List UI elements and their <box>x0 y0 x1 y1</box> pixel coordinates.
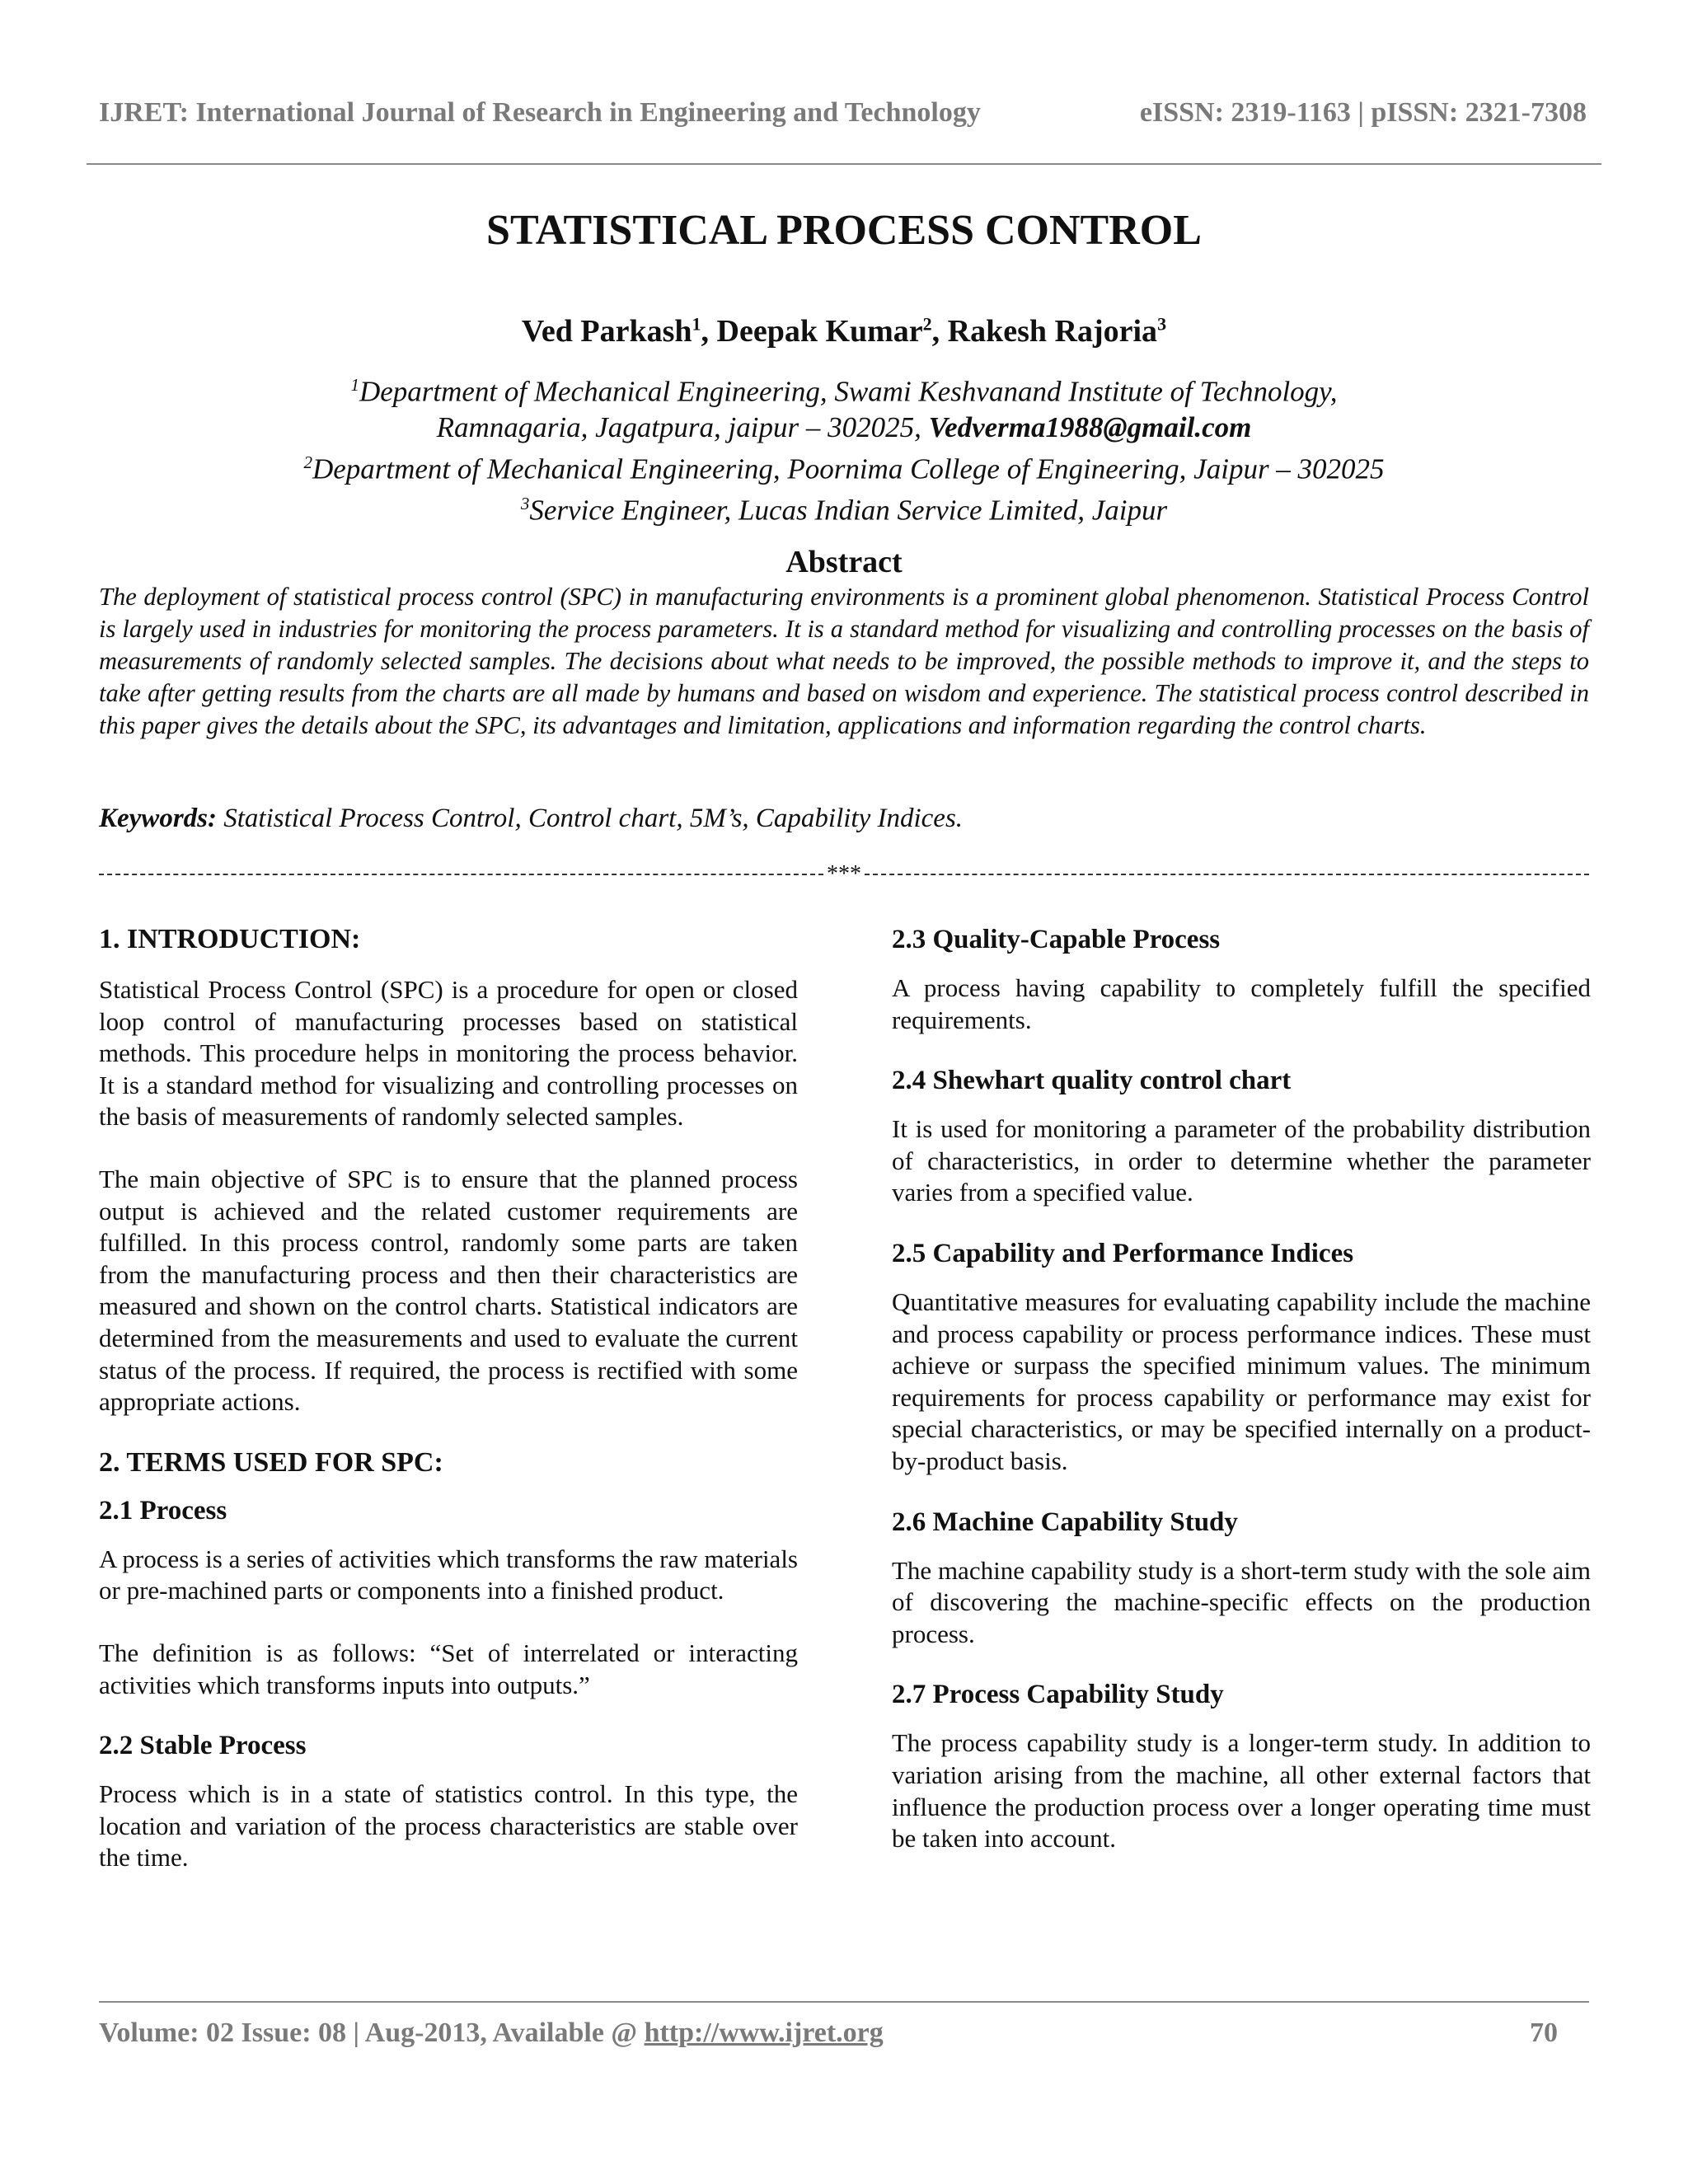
subsection-heading: 2.5 Capability and Performance Indices <box>892 1238 1354 1268</box>
paragraph: Statistical Process Control (SPC) is a procedure for open or closed loop control of manufacturing processes based on statistical methods. This procedure helps in monitoring the process behavior. It is a standard method for visualizing and controlling processes on the basis of measurements of randomly selected samples. <box>99 975 798 1132</box>
left-column <box>99 923 798 1874</box>
affiliation-sup: 3 <box>520 494 530 514</box>
section-separator <box>99 861 1589 888</box>
dash-line-right <box>865 874 1589 875</box>
keywords-list: Statistical Process Control, Control chart, 5M’s, Capability Indices. <box>217 804 964 833</box>
abstract-heading: Abstract <box>785 545 903 579</box>
keywords-label: Keywords: <box>99 804 217 833</box>
affiliation-text: Ramnagaria, Jagatpura, jaipur – 302025, <box>436 410 929 443</box>
right-column <box>892 923 1591 1855</box>
affiliations <box>0 368 1688 528</box>
journal-name: IJRET: International Journal of Research in Engineering and Technology <box>99 97 981 128</box>
section-heading: 1. INTRODUCTION: <box>99 924 361 954</box>
journal-link[interactable]: http://www.ijret.org <box>644 2018 884 2048</box>
affiliation-text: Department of Mechanical Engineering, Poornima College of Engineering, Jaipur – 302025 <box>312 452 1385 485</box>
affiliation-text: Service Engineer, Lucas Indian Service Limited, Jaipur <box>529 494 1168 527</box>
paragraph: Process which is in a state of statistics control. In this type, the location and variation of the process characteristics are stable over the time. <box>99 1779 798 1872</box>
paragraph: A process is a series of activities which transforms the raw materials or pre-machined parts or components into a finished product. <box>99 1544 798 1605</box>
author-name: Ved Parkash <box>521 314 692 349</box>
author-name: Rakesh Rajoria <box>947 314 1158 349</box>
paragraph: The process capability study is a longer-term study. In addition to variation arising from the machine, all other external factors that influence the production process over a longer operating time must be taken into account. <box>892 1728 1591 1854</box>
affiliation-text: Department of Mechanical Engineering, Swami Keshvanand Institute of Technology, <box>359 375 1338 408</box>
subsection-heading: 2.6 Machine Capability Study <box>892 1507 1238 1537</box>
affiliation-sup: 2 <box>303 452 312 472</box>
abstract-body: The deployment of statistical process control (SPC) in manufacturing environments is a prominent global phenomenon. Statistical Process Control is largely used in industries for monitoring the process parameters. It is a standard method for visualizing and controlling processes on the basis of measurements of randomly selected samples. The decisions about what needs to be improved, the possible methods to improve it, and the steps to take after getting results from the charts are all made by humans and based on wisdom and experience. The statistical process control described in this paper gives the details about the SPC, its advantages and limitation, applications and information regarding the control charts. <box>99 583 1589 739</box>
affiliation-sup: 1 <box>350 375 359 395</box>
author-sup: 2 <box>922 313 932 335</box>
paragraph: The definition is as follows: “Set of interrelated or interacting activities which transforms inputs into outputs.” <box>99 1638 798 1699</box>
paragraph: Quantitative measures for evaluating capability include the machine and process capability or process performance indices. These must achieve or surpass the specified minimum values. The minimum requirements for process capability or performance may exist for special characteristics, or may be specified internally on a product-by-product basis. <box>892 1286 1591 1475</box>
affiliation-2 <box>0 445 1688 487</box>
paragraph: It is used for monitoring a parameter of the probability distribution of characteristics, in order to determine whether the parameter varies from a specified value. <box>892 1114 1591 1207</box>
affiliation-3 <box>0 486 1688 528</box>
keywords <box>99 804 1589 834</box>
author-name: Deepak Kumar <box>716 314 923 349</box>
running-header <box>99 97 1587 129</box>
header-rule <box>87 163 1601 165</box>
paragraph: The main objective of SPC is to ensure that the planned process output is achieved and the related customer requirements are fulfilled. In this process control, randomly some parts are taken from the manufacturing process and then their characteristics are measured and shown on the control charts. Statistical indicators are determined from the measurements and used to evaluate the current status of the process. If required, the process is rectified with some appropriate actions. <box>99 1164 798 1417</box>
author-list: Ved Parkash$^1$, Deepak Kumar$^2$, Rakesh Rajoria$^3$ <box>521 313 1167 349</box>
section-heading: 2. TERMS USED FOR SPC: <box>99 1446 443 1478</box>
paragraph: The machine capability study is a short-term study with the sole aim of discovering the machine-specific effects on the production process. <box>892 1555 1592 1648</box>
volume-text: Volume: 02 Issue: 08 | Aug-2013, Available @ <box>99 2018 645 2048</box>
subsection-heading: 2.7 Process Capability Study <box>892 1680 1224 1710</box>
author-sup: 3 <box>1157 313 1167 335</box>
footer-rule <box>99 2001 1589 2003</box>
subsection-heading: 2.4 Shewhart quality control chart <box>892 1066 1292 1096</box>
separator-stars: *** <box>827 861 861 887</box>
subsection-heading: 2.1 Process <box>99 1495 227 1526</box>
volume-info <box>99 2018 884 2049</box>
subsection-heading: 2.2 Stable Process <box>99 1731 307 1761</box>
subsection-heading: 2.3 Quality-Capable Process <box>892 925 1221 954</box>
affiliation-1-address <box>0 410 1688 445</box>
paper-title: STATISTICAL PROCESS CONTROL <box>486 207 1202 254</box>
dash-line-left <box>99 874 823 875</box>
affiliation-1 <box>0 368 1688 410</box>
paragraph: A process having capability to completely fulfill the specified requirements. <box>892 973 1591 1034</box>
author-email-link[interactable]: Vedverma1988@gmail.com <box>928 410 1252 443</box>
page-number: 70 <box>1530 2018 1558 2048</box>
running-footer <box>99 2018 1558 2049</box>
issn-numbers: eISSN: 2319-1163 | pISSN: 2321-7308 <box>1139 97 1587 128</box>
author-sup: 1 <box>692 313 701 335</box>
